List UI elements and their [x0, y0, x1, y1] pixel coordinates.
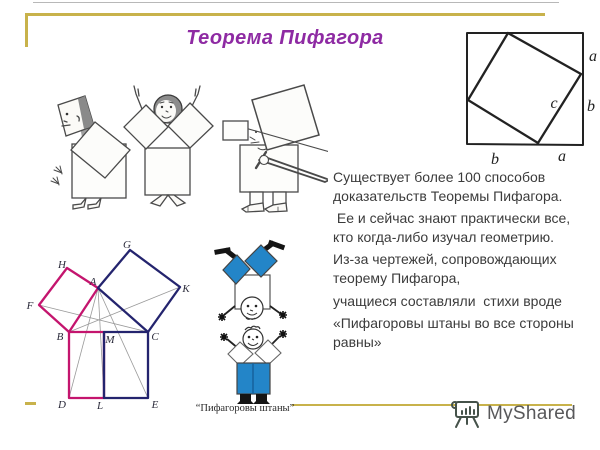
inner-tilted-square: [468, 33, 581, 143]
pants-caption: “Пифагоровы штаны”: [195, 403, 295, 414]
myshared-logo-text[interactable]: MyShared: [487, 403, 576, 424]
label-a-right: a: [589, 48, 597, 65]
outer-square: [467, 33, 583, 145]
foot: [168, 195, 185, 206]
tilted-square-hat: [252, 85, 319, 150]
gold-border-top: [25, 13, 545, 16]
label-c-hypotenuse: c: [550, 95, 558, 112]
head: [241, 297, 263, 319]
pythagoras-cartoon-figures: [38, 80, 328, 220]
square-on-ac-navy: [98, 250, 180, 332]
hand: [260, 156, 269, 165]
figure-square-man-right: [223, 85, 328, 212]
boot-upside-right: [264, 243, 282, 250]
pants-figures: [203, 236, 303, 406]
point-label-M: M: [105, 334, 115, 346]
star-hand-left: [218, 313, 226, 321]
point-label-H: H: [58, 259, 66, 271]
boot-upside-left: [217, 250, 236, 258]
star-hand-right: [279, 330, 287, 338]
point-label-E: E: [151, 399, 159, 411]
gold-border-left: [25, 13, 28, 47]
pants-figure-upside-down: [217, 243, 287, 321]
foot: [73, 198, 86, 209]
paragraph-1: Существует более 100 способов доказательств Теоремы Пифагора.: [333, 169, 563, 204]
paragraph-3: Из-за чертежей, сопровождающих теорему Пифагора,: [333, 251, 561, 287]
boot: [242, 203, 264, 212]
figure-square-man-middle: [124, 86, 213, 206]
point-label-A: A: [89, 276, 97, 288]
point-label-F: F: [26, 300, 34, 312]
blue-pants-square-right: [245, 245, 277, 277]
label-a-bottom: a: [558, 148, 566, 165]
paragraph-5: «Пифагоровы штаны во все стороны равны»: [333, 315, 578, 350]
myshared-flipchart-icon: [450, 399, 484, 429]
inscribed-square-diagram: [456, 22, 600, 167]
rectangle-bm-ld-magenta: [69, 332, 104, 398]
euclid-proof-diagram: [22, 236, 197, 411]
paragraph-2: Ее и сейчас знают практически все, кто когда-либо изучал геометрию.: [333, 210, 575, 245]
body-text-block: [333, 168, 589, 355]
point-label-B: B: [56, 331, 64, 343]
boot: [265, 203, 287, 212]
pants-figure-standing: [220, 326, 287, 404]
label-b-bottom: b: [491, 151, 499, 167]
point-label-K: K: [182, 283, 190, 295]
hands-scribble: [51, 166, 62, 185]
point-label-C: C: [151, 331, 159, 343]
torso-square: [145, 148, 190, 195]
label-b-right: b: [587, 98, 595, 115]
foot: [88, 198, 101, 209]
arm-rectangle: [223, 121, 248, 140]
myshared-watermark[interactable]: [450, 399, 576, 429]
star-hand-left: [220, 333, 228, 341]
figure-square-man-left: [51, 96, 130, 209]
slide-title: Теорема Пифагора: [186, 27, 384, 49]
point-label-G: G: [123, 239, 131, 251]
point-label-D: D: [58, 399, 66, 411]
slide-top-hairline: [33, 2, 559, 3]
torso-square: [240, 145, 298, 192]
star-hand-right: [279, 311, 287, 319]
point-label-L: L: [96, 400, 104, 411]
paragraph-4: учащиеся составляли стихи вроде: [333, 292, 562, 309]
foot: [151, 195, 168, 206]
